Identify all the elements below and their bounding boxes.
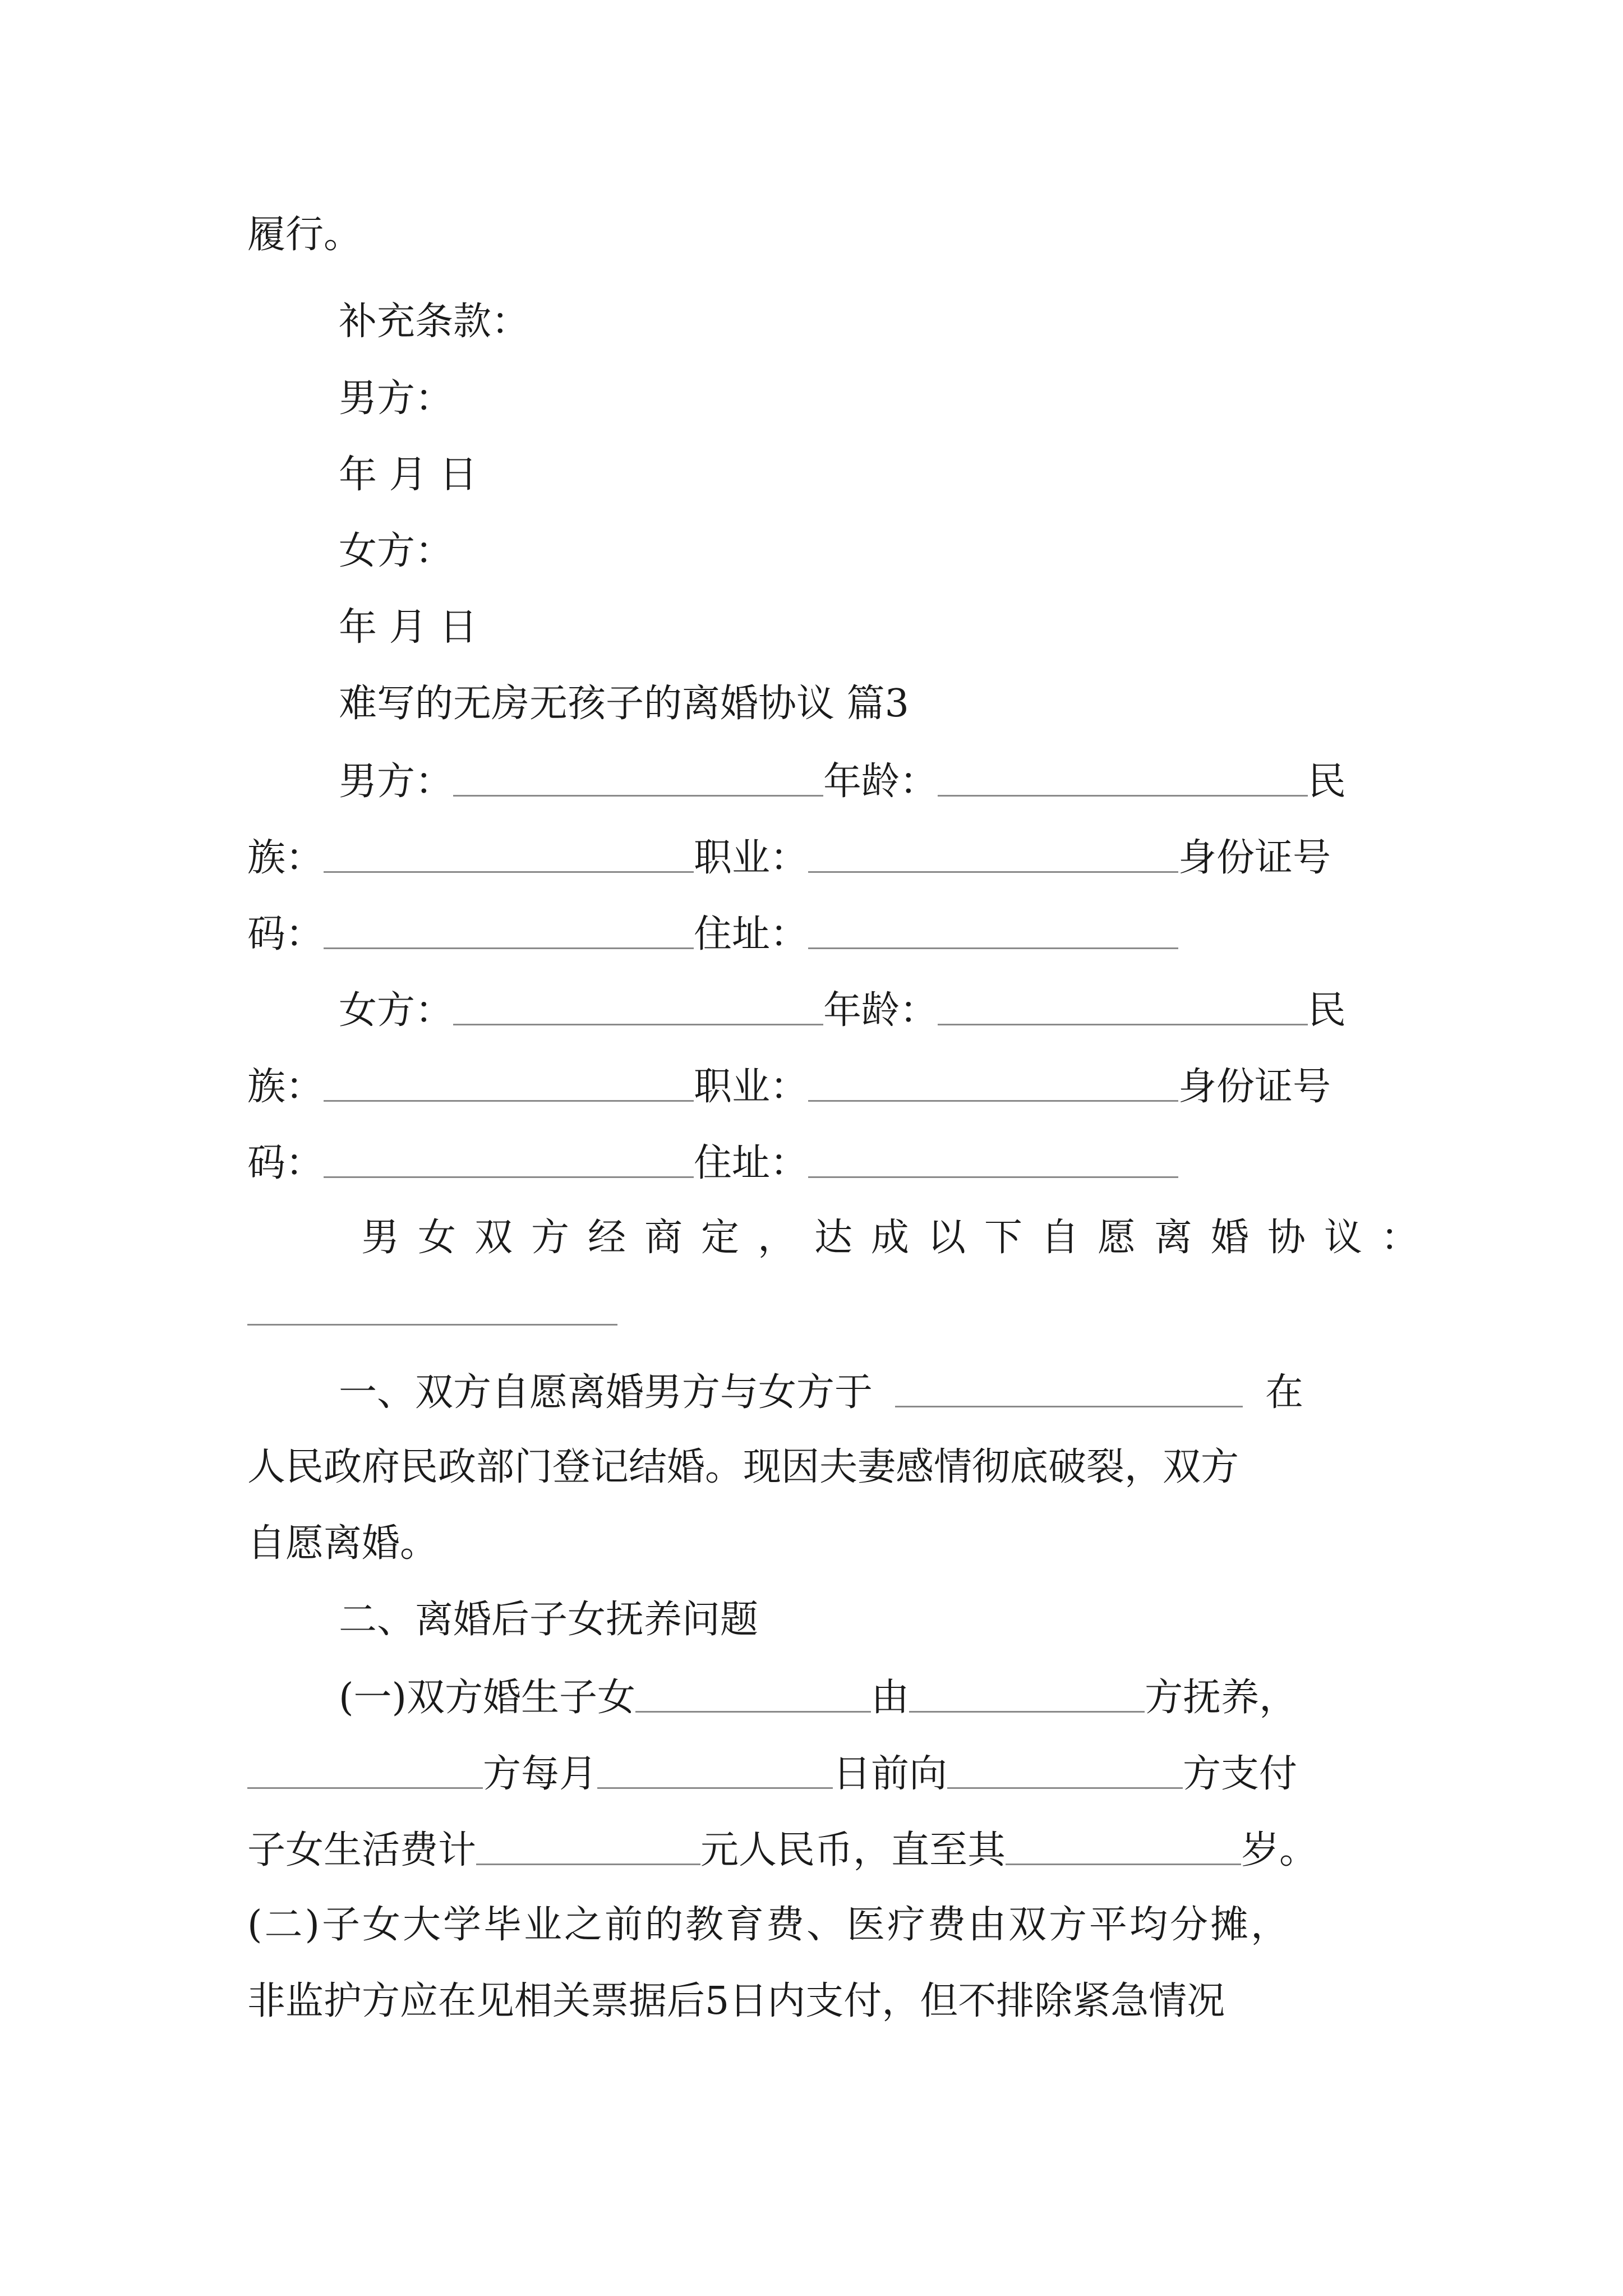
male-age-blank: [938, 761, 1308, 797]
section-title: 难写的无房无孩子的离婚协议 篇3: [339, 682, 909, 726]
supplement-heading: 补充条款：: [339, 300, 530, 344]
female-info-line-3: [247, 1141, 1178, 1185]
male-name-blank: [453, 761, 823, 797]
female-job-blank: [808, 1066, 1178, 1102]
female-age-blank: [938, 990, 1308, 1025]
female-id-label-tail: 身份证号: [1178, 1065, 1331, 1109]
female-ethnic-label-tail: 民: [1308, 988, 1347, 1033]
custody-line-2: [247, 1752, 1298, 1796]
section-1-text-a: 一、双方自愿离婚男方与女方于: [339, 1370, 873, 1415]
child-name-blank: [635, 1677, 871, 1713]
female-date: 年 月 日: [339, 605, 478, 650]
male-ethnic-blank: [324, 838, 694, 873]
female-info-line-2: [247, 1065, 1331, 1109]
female-job-label: 职业：: [694, 1065, 809, 1109]
male-ethnic-label-head: 族：: [247, 836, 324, 880]
agreement-intro-blank: [247, 1324, 617, 1326]
male-info-line-3: [247, 914, 1178, 954]
custody-line-4: (二)子女大学毕业之前的教育费、医疗费由双方平均分摊，: [247, 1903, 1292, 1947]
section-1-text-b: 在: [1265, 1370, 1304, 1415]
male-signature-label: 男方：: [339, 376, 454, 421]
payee-blank: [947, 1754, 1183, 1789]
female-age-label: 年龄：: [823, 988, 938, 1033]
custodian-blank: [909, 1677, 1145, 1713]
custody-text-b: 由: [871, 1676, 910, 1720]
male-id-label-tail: 身份证号: [1178, 836, 1331, 880]
text-line: 履行。: [247, 213, 362, 257]
payer-blank: [247, 1754, 483, 1789]
custody-line-1: [339, 1676, 1298, 1720]
female-ethnic-blank: [324, 1066, 694, 1102]
male-job-blank: [808, 838, 1178, 873]
male-info-line-1: [339, 760, 1347, 804]
custody-text-e: 日前向: [833, 1752, 948, 1796]
male-age-label: 年龄：: [823, 760, 938, 804]
section-1-line-2: 人民政府民政部门登记结婚。现因夫妻感情彻底破裂，双方: [247, 1445, 1239, 1489]
female-label: 女方：: [339, 988, 454, 1033]
custody-text-h: 元人民币，直至其: [700, 1828, 1006, 1872]
male-info-line-2: [247, 836, 1331, 880]
custody-text-g: 子女生活费计: [247, 1828, 477, 1872]
female-signature-label: 女方：: [339, 529, 454, 573]
male-job-label: 职业：: [694, 836, 809, 880]
agreement-intro: 男女双方经商定，达成以下自愿离婚协议：: [361, 1216, 1438, 1260]
female-addr-label: 住址：: [694, 1141, 809, 1185]
custody-text-i: 岁。: [1241, 1828, 1318, 1872]
male-addr-label: 住址：: [694, 912, 809, 956]
male-ethnic-label-tail: 民: [1308, 760, 1347, 804]
custody-line-5: 非监护方应在见相关票据后5日内支付，但不排除紧急情况: [247, 1979, 1225, 2023]
pay-day-blank: [597, 1754, 833, 1789]
section-1-line-3: 自愿离婚。: [247, 1521, 439, 1566]
section-2-heading: 二、离婚后子女抚养问题: [339, 1598, 759, 1642]
male-label: 男方：: [339, 760, 454, 804]
male-addr-blank: [808, 914, 1178, 949]
custody-text-f: 方支付: [1183, 1752, 1298, 1796]
marriage-date-blank: [895, 1372, 1243, 1407]
custody-text-c: 方抚养，: [1145, 1676, 1298, 1720]
age-limit-blank: [1006, 1830, 1241, 1865]
custody-line-3: [247, 1830, 1317, 1870]
female-id-blank: [324, 1143, 694, 1178]
male-id-label-head: 码：: [247, 912, 324, 956]
section-1-line-1: [339, 1370, 1304, 1415]
custody-text-a: (一)双方婚生子女: [339, 1676, 636, 1720]
female-addr-blank: [808, 1143, 1178, 1178]
female-info-line-1: [339, 988, 1347, 1033]
female-ethnic-label-head: 族：: [247, 1065, 324, 1109]
custody-text-d: 方每月: [483, 1752, 598, 1796]
female-id-label-head: 码：: [247, 1141, 324, 1185]
male-id-blank: [324, 914, 694, 949]
female-name-blank: [453, 990, 823, 1025]
male-date: 年 月 日: [339, 453, 478, 497]
amount-blank: [476, 1830, 700, 1865]
